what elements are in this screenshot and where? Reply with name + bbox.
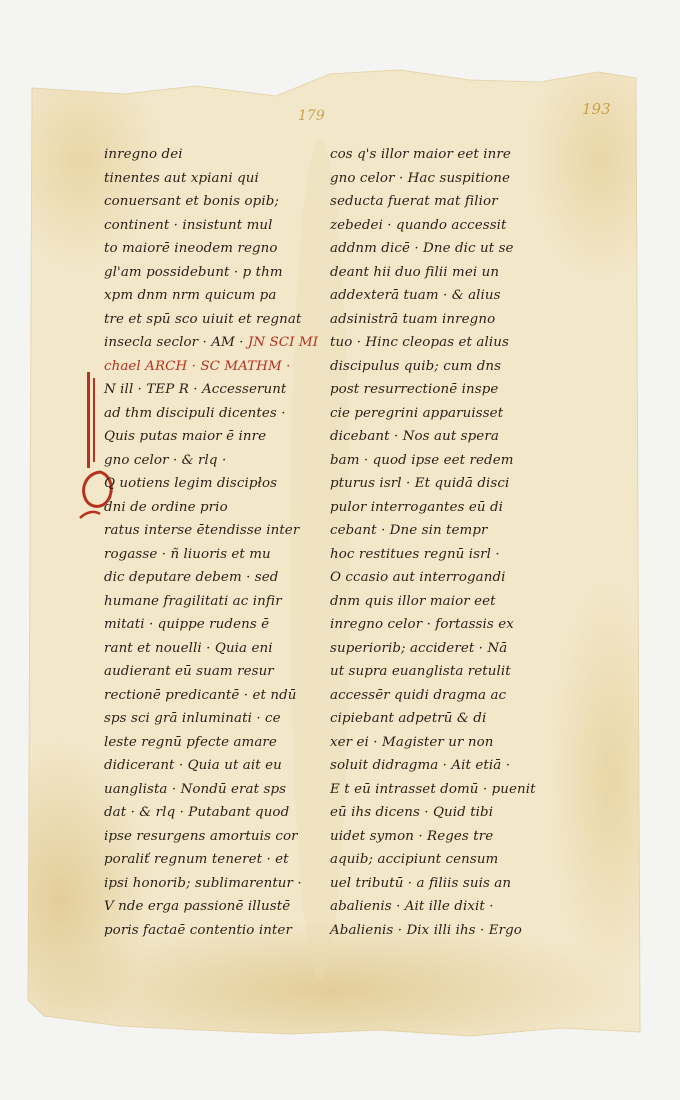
manuscript-line	[104, 425, 304, 449]
manuscript-line	[104, 167, 304, 191]
manuscript-line: adsinistrā tuam inregno	[330, 311, 496, 327]
line-text: conuersant et bonis opib;	[104, 194, 279, 209]
manuscript-line: discipulus quib; cum dns	[330, 358, 502, 374]
manuscript-line: ut supra euanglista retulit	[330, 664, 511, 679]
manuscript-line: aquib; accipiunt censum	[330, 852, 499, 867]
rubric-text: JN SCI MI	[247, 335, 319, 350]
folio-number-corner: 193	[582, 100, 611, 118]
text-column-left	[104, 143, 319, 942]
manuscript-line	[104, 754, 304, 778]
line-text: ratus interse ētendisse inter	[104, 523, 300, 538]
line-text: gno celor · & rlq ·	[104, 452, 227, 468]
manuscript-line: xer ei · Magister ur non	[330, 734, 494, 750]
manuscript-line: gno celor · Hac suspitione	[330, 170, 510, 186]
manuscript-line: zebedei · quando accessit	[330, 217, 507, 233]
manuscript-line	[104, 449, 304, 473]
manuscript-line: addnm dicē · Dne dic ut se	[330, 241, 514, 256]
manuscript-line	[104, 778, 304, 802]
line-text: sps sci grā inluminati · ce	[104, 711, 281, 726]
manuscript-line	[104, 402, 304, 426]
manuscript-line	[104, 308, 304, 332]
manuscript-line	[104, 684, 304, 708]
text-column-right	[330, 143, 545, 942]
manuscript-line: uel tributū · a filiis suis an	[330, 875, 512, 891]
line-text: tre et spū sco uiuit et regnat	[104, 311, 302, 327]
line-text: ipsi honorib; sublimarentur ·	[104, 875, 302, 891]
manuscript-line	[104, 143, 304, 167]
manuscript-line	[104, 237, 304, 261]
line-text: dic deputare debem · sed	[104, 570, 279, 585]
manuscript-line	[104, 825, 304, 849]
manuscript-line	[104, 919, 304, 943]
line-text: tinentes aut xpiani qui	[104, 170, 259, 186]
line-text: dat · & rlq · Putabant quod	[104, 805, 290, 820]
line-text: mitati · quippe rudens ē	[104, 617, 270, 632]
decorated-initial-i	[86, 372, 98, 468]
line-text: rectionē predicantē · et ndū	[104, 687, 297, 703]
manuscript-line: eū ihs dicens · Quid tibi	[330, 805, 494, 820]
line-text: ipse resurgens amortuis cor	[104, 828, 298, 844]
manuscript-line	[104, 801, 304, 825]
manuscript-line	[104, 214, 304, 238]
line-text: xpm dnm nrm quicum pa	[104, 288, 277, 303]
manuscript-line: pulor interrogantes eū di	[330, 499, 504, 515]
manuscript-line	[104, 190, 304, 214]
manuscript-line: pturus isrl · Et quidā disci	[330, 476, 510, 491]
manuscript-line: E t eū intrasset domū · puenit	[330, 781, 536, 797]
line-text: didicerant · Quia ut ait eu	[104, 758, 282, 773]
manuscript-line	[104, 660, 304, 684]
manuscript-line: soluit didragma · Ait etiā ·	[330, 758, 511, 773]
manuscript-line	[104, 496, 304, 520]
line-text: leste regnū pfecte amare	[104, 734, 277, 750]
line-text: rant et nouelli · Quia eni	[104, 640, 273, 656]
line-text: gl'am possidebunt · p thm	[104, 264, 283, 280]
manuscript-line	[104, 284, 304, 308]
line-text: uanglista · Nondū erat sps	[104, 781, 287, 797]
manuscript-line	[104, 566, 304, 590]
manuscript-line: post resurrectionē inspe	[330, 382, 499, 397]
manuscript-line	[104, 613, 304, 637]
manuscript-line: inregno celor · fortassis ex	[330, 617, 514, 632]
manuscript-line	[104, 543, 304, 567]
manuscript-line	[104, 637, 304, 661]
manuscript-line	[104, 355, 304, 379]
manuscript-line: Abalienis · Dix illi ihs · Ergo	[330, 922, 522, 938]
manuscript-line: bam · quod ipse eet redem	[330, 452, 514, 468]
manuscript-line: abalienis · Ait ille dixit ·	[330, 899, 494, 914]
manuscript-line: cos q's illor maior eet inre	[330, 147, 511, 162]
rubric-text: chael ARCH · SC MATHM ·	[104, 358, 291, 374]
manuscript-line: cipiebant adpetrū & di	[330, 711, 487, 726]
line-text: insecla seclor · AM ·	[104, 335, 248, 350]
manuscript-line	[104, 731, 304, 755]
manuscript-line: dnm quis illor maior eet	[330, 593, 496, 609]
line-text: N ill · TEP R · Accesserunt	[104, 382, 287, 397]
manuscript-line	[104, 872, 304, 896]
manuscript-line	[104, 895, 304, 919]
line-text: audierant eū suam resur	[104, 664, 274, 679]
manuscript-line	[104, 472, 304, 496]
manuscript-line: seducta fuerat mat filior	[330, 194, 498, 209]
line-text: to maiorē ineodem regno	[104, 241, 278, 256]
manuscript-line	[104, 261, 304, 285]
line-text: humane fragilitati ac infir	[104, 593, 282, 609]
manuscript-line: O ccasio aut interrogandi	[330, 570, 506, 585]
line-text: poris factaē contentio inter	[104, 922, 292, 938]
manuscript-line: deant hii duo filii mei un	[330, 264, 500, 280]
manuscript-line	[104, 707, 304, 731]
manuscript-line	[104, 378, 304, 402]
line-text: Q uotiens legim discipłos	[104, 476, 278, 491]
line-text: Quis putas maior ē inre	[104, 429, 267, 444]
manuscript-line	[104, 590, 304, 614]
manuscript-line: addexterā tuam · & alius	[330, 288, 501, 303]
line-text: poraliť regnum teneret · et	[104, 852, 289, 867]
line-text: V nde erga passionē illustē	[104, 899, 291, 914]
line-text: continent · insistunt mul	[104, 217, 273, 233]
line-text: inregno dei	[104, 147, 183, 162]
manuscript-line: cie peregrini apparuisset	[330, 405, 504, 421]
manuscript-line: tuo · Hinc cleopas et alius	[330, 335, 509, 350]
line-text: rogasse · ñ liuoris et mu	[104, 546, 271, 562]
manuscript-line: uidet symon · Reges tre	[330, 828, 494, 844]
manuscript-line: dicebant · Nos aut spera	[330, 429, 499, 444]
folio-number-top: 179	[298, 108, 325, 124]
manuscript-line: cebant · Dne sin tempr	[330, 523, 488, 538]
manuscript-line	[104, 331, 319, 355]
manuscript-line	[104, 519, 304, 543]
manuscript-line: accessēr quidi dragma ac	[330, 687, 507, 703]
manuscript-line: superiorib; accideret · Nā	[330, 640, 508, 656]
manuscript-line	[104, 848, 304, 872]
line-text: dni de ordine prio	[104, 499, 228, 515]
line-text: ad thm discipuli dicentes ·	[104, 405, 286, 421]
manuscript-line: hoc restitues regnū isrl ·	[330, 546, 500, 562]
